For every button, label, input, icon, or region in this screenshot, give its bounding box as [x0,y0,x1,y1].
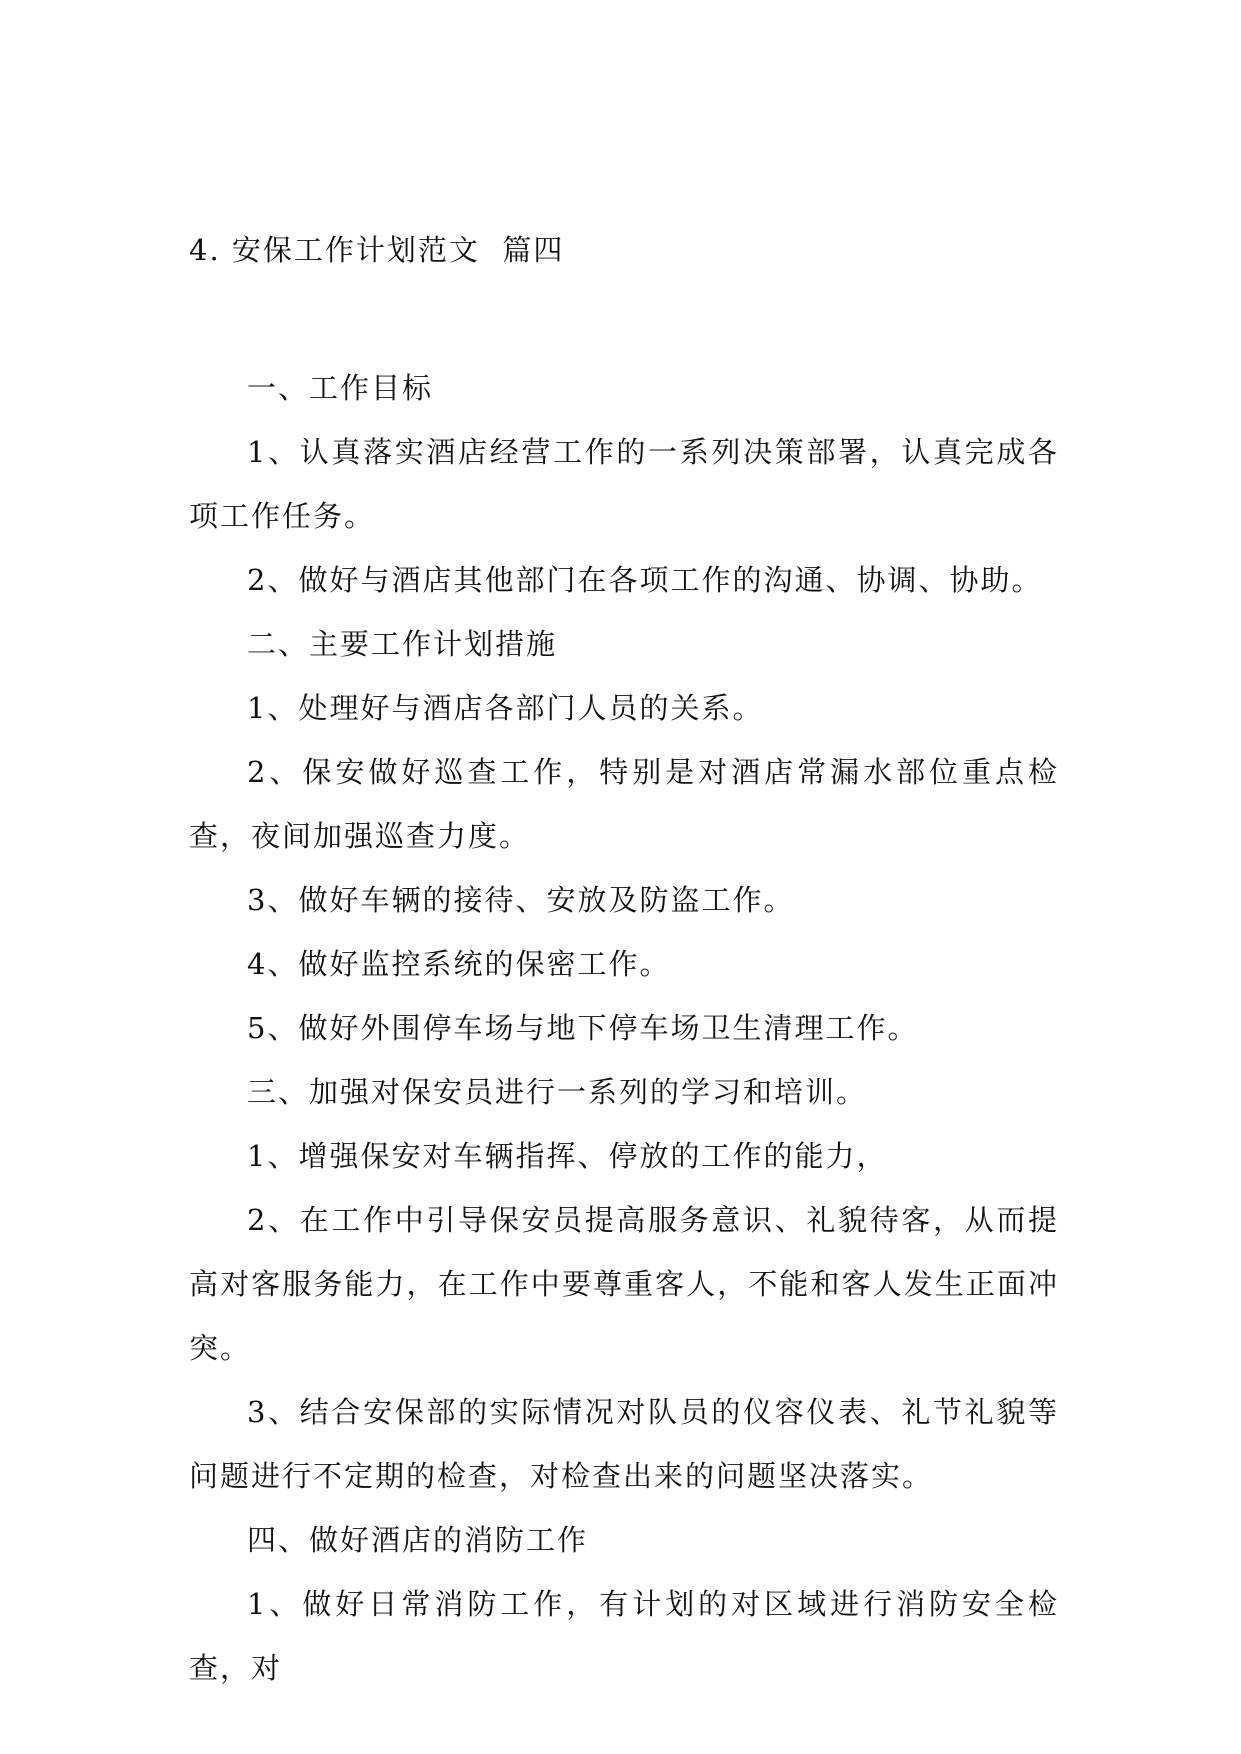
paragraph: 3、做好车辆的接待、安放及防盗工作。 [247,883,795,917]
paragraph: 1、做好日常消防工作，有计划的对区域进行消防安全检查，对 [189,1587,1059,1685]
section-heading-measures: 二、主要工作计划措施 [247,627,558,661]
document-title: 4. 安保工作计划范文 篇四 [189,233,565,267]
document-body [189,356,1059,1700]
section-heading-fire-safety: 四、做好酒店的消防工作 [247,1523,589,1557]
paragraph: 2、保安做好巡查工作，特别是对酒店常漏水部位重点检查，夜间加强巡查力度。 [189,755,1059,853]
paragraph: 1、认真落实酒店经营工作的一系列决策部署，认真完成各项工作任务。 [189,435,1059,533]
paragraph: 4、做好监控系统的保密工作。 [247,947,671,981]
paragraph: 5、做好外围停车场与地下停车场卫生清理工作。 [247,1011,919,1045]
paragraph: 2、在工作中引导保安员提高服务意识、礼貌待客，从而提高对客服务能力，在工作中要尊重客人，不能和客人发生正面冲突。 [189,1203,1059,1365]
paragraph: 2、做好与酒店其他部门在各项工作的沟通、协调、协助。 [247,563,1043,597]
paragraph: 1、增强保安对车辆指挥、停放的工作的能力， [247,1139,888,1173]
paragraph: 1、处理好与酒店各部门人员的关系。 [247,691,764,725]
paragraph: 3、结合安保部的实际情况对队员的仪容仪表、礼节礼貌等问题进行不定期的检查，对检查出来的问题坚决落实。 [189,1395,1059,1493]
section-heading-training: 三、加强对保安员进行一系列的学习和培训。 [247,1075,868,1109]
section-heading-goals: 一、工作目标 [247,371,434,405]
